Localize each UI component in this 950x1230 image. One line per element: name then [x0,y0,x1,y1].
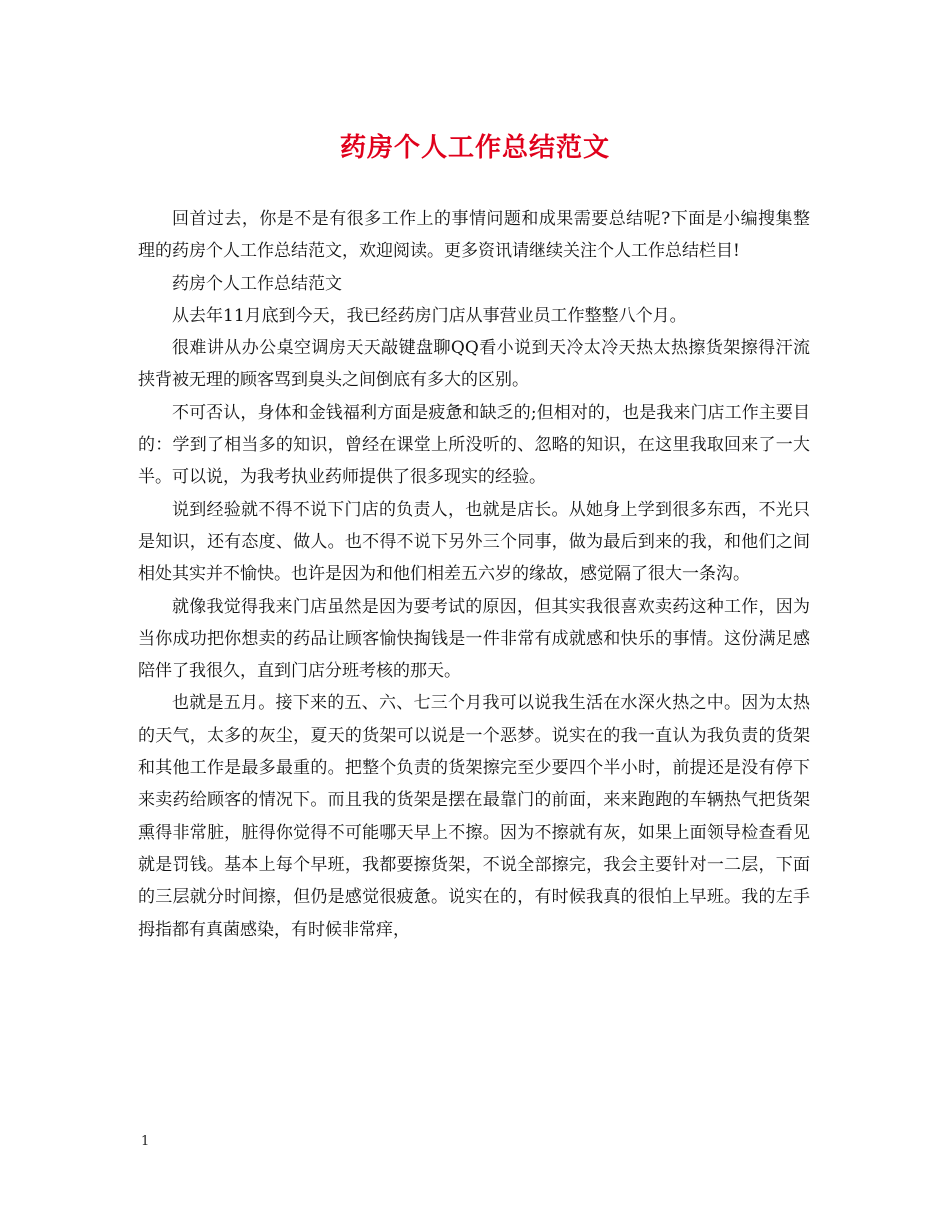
paragraph: 也就是五月。接下来的五、六、七三个月我可以说我生活在水深火热之中。因为太热的天气，太多的灰尘，夏天的货架可以说是一个恶梦。说实在的我一直认为我负责的货架和其他工作是最多最重的。把整个负责的货架擦完至少要四个半小时，前提还是没有停下来卖药给顾客的情况下。而且我的货架是摆在最靠门的前面，来来跑跑的车辆热气把货架熏得非常脏，脏得你觉得不可能哪天早上不擦。因为不擦就有灰，如果上面领导检查看见就是罚钱。基本上每个早班，我都要擦货架，不说全部擦完，我会主要针对一二层，下面的三层就分时间擦，但仍是感觉很疲惫。说实在的，有时候我真的很怕上早班。我的左手拇指都有真菌感染，有时候非常痒， [138,693,810,940]
document-title: 药房个人工作总结范文 [339,133,610,163]
paragraph: 说到经验就不得不说下门店的负责人，也就是店长。从她身上学到很多东西，不光只是知识，还有态度、做人。也不得不说下另外三个同事，做为最后到来的我，和他们之间相处其实并不愉快。也许是因为和他们相差五六岁的缘故，感觉隔了很大一条沟。 [138,499,810,585]
document-body [138,203,810,946]
paragraph: 就像我觉得我来门店虽然是因为要考试的原因，但其实我很喜欢卖药这种工作，因为当你成功把你想卖的药品让顾客愉快掏钱是一件非常有成就感和快乐的事情。这份满足感陪伴了我很久，直到门店分班考核的那天。 [138,596,810,682]
paragraph: 从去年11月底到今天，我已经药房门店从事营业员工作整整八个月。 [172,305,687,326]
paragraph: 不可否认，身体和金钱福利方面是疲惫和缺乏的;但相对的，也是我来门店工作主要目的：学到了相当多的知识，曾经在课堂上所没听的、忽略的知识，在这里我取回来了一大半。可以说，为我考执业药师提供了很多现实的经验。 [138,402,810,488]
paragraph-subtitle: 药房个人工作总结范文 [172,273,342,294]
page-number: 1 [141,1134,150,1149]
paragraph: 很难讲从办公桌空调房天天敲键盘聊QQ看小说到天冷太冷天热太热擦货架擦得汗流挟背被无理的顾客骂到臭头之间倒底有多大的区别。 [138,338,810,391]
paragraph-intro: 回首过去，你是不是有很多工作上的事情问题和成果需要总结呢?下面是小编搜集整理的药房个人工作总结范文，欢迎阅读。更多资讯请继续关注个人工作总结栏目! [138,209,810,262]
